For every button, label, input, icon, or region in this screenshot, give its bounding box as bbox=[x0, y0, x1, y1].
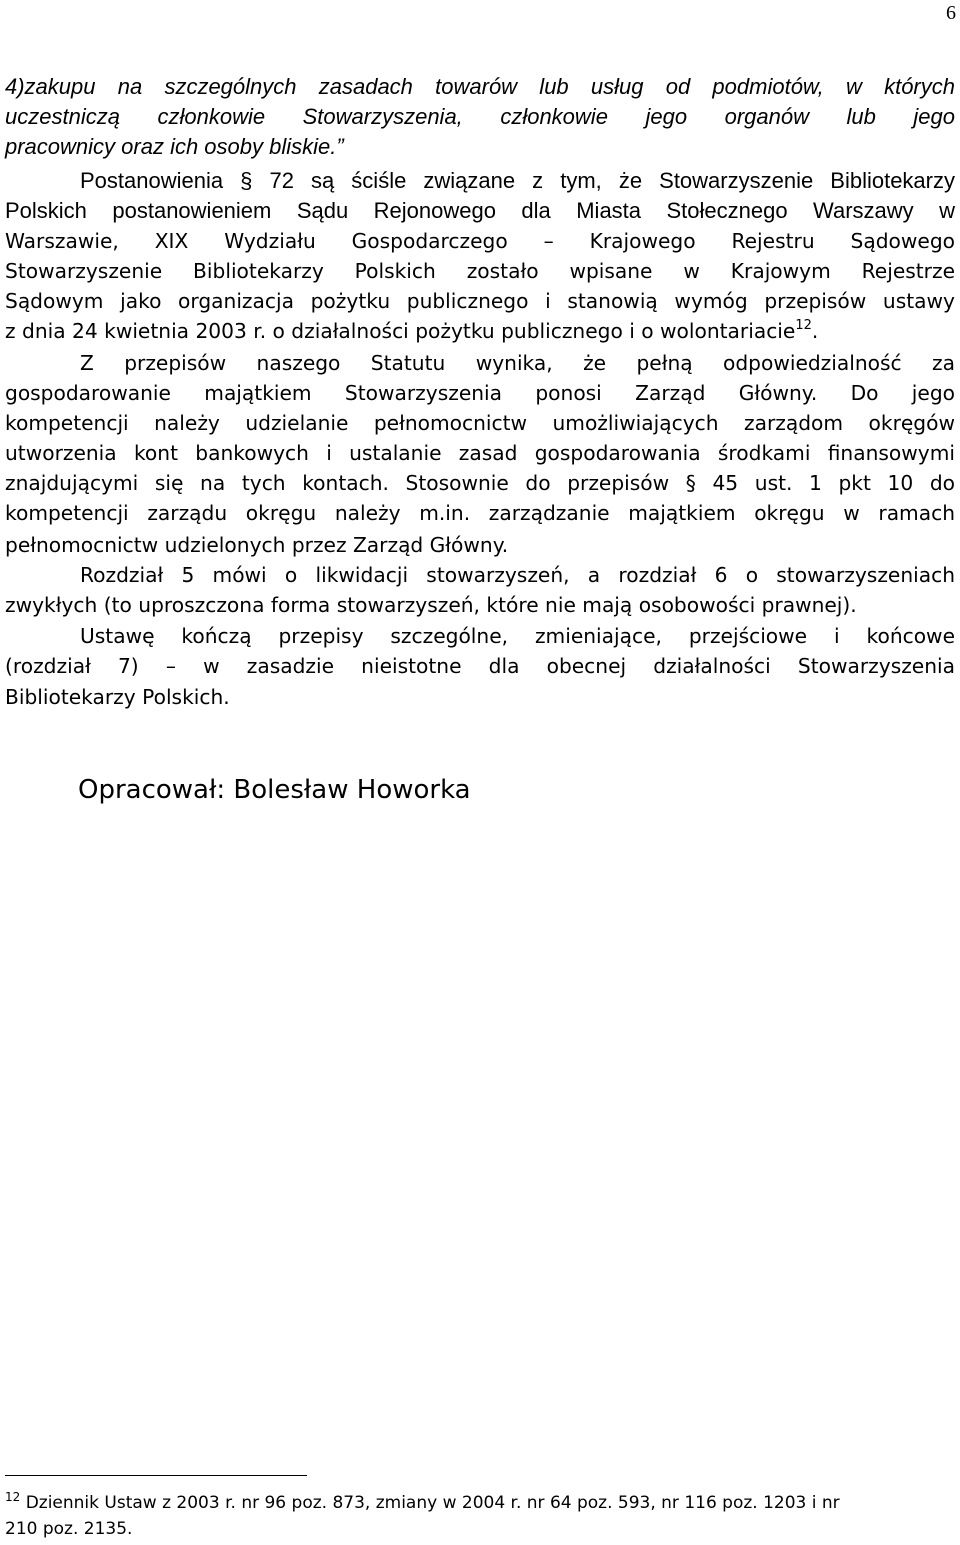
paragraph-4-line-3: Bibliotekarzy Polskich. bbox=[5, 685, 230, 709]
paragraph-1-line-6 bbox=[5, 316, 955, 346]
footnote-line-2: 210 poz. 2135. bbox=[5, 1519, 133, 1539]
footnote-reference: 12 bbox=[795, 318, 812, 333]
paragraph-2-line-1: Z przepisów naszego Statutu wynika, że pełną odpowiedzialność za bbox=[80, 351, 955, 375]
paragraph-4-line-2: (rozdział 7) – w zasadzie nieistotne dla obecnej działalności Stowarzyszenia bbox=[5, 654, 955, 678]
paragraph-3-line-1: Rozdział 5 mówi o likwidacji stowarzyszeń, a rozdział 6 o stowarzyszeniach bbox=[80, 563, 955, 587]
paragraph-2-line-2: gospodarowanie majątkiem Stowarzyszenia ponosi Zarząd Główny. Do jego bbox=[5, 381, 955, 405]
paragraph-3-line-2: zwykłych (to uproszczona forma stowarzyszeń, które nie mają osobowości prawnej). bbox=[5, 593, 857, 617]
paragraph-2-line-5: znajdującymi się na tych kontach. Stosownie do przepisów § 45 ust. 1 pkt 10 do bbox=[5, 471, 955, 495]
footnote-number: 12 bbox=[5, 1490, 21, 1504]
footnote-separator bbox=[5, 1475, 307, 1476]
footnote-text-1: Dziennik Ustaw z 2003 r. nr 96 poz. 873, zmiany w 2004 r. nr 64 poz. 593, nr 116 poz. 1203 i nr bbox=[25, 1493, 840, 1513]
page-number: 6 bbox=[946, 2, 956, 24]
paragraph-1-line-6-text: z dnia 24 kwietnia 2003 r. o działalności pożytku publicznego i o wolontariacie bbox=[5, 319, 796, 343]
paragraph-1-end: . bbox=[811, 319, 819, 343]
footnote-line-1 bbox=[5, 1491, 840, 1515]
paragraph-2-line-3: kompetencji należy udzielanie pełnomocnictw umożliwiających zarządom okręgów bbox=[5, 411, 955, 435]
paragraph-4-line-1: Ustawę kończą przepisy szczególne, zmieniające, przejściowe i końcowe bbox=[80, 624, 955, 648]
quote-line-2: uczestniczą członkowie Stowarzyszenia, członkowie jego organów lub jego bbox=[5, 104, 955, 129]
author-line: Opracował: Bolesław Howorka bbox=[78, 775, 471, 805]
paragraph-1-line-4: Stowarzyszenie Bibliotekarzy Polskich zostało wpisane w Krajowym Rejestrze bbox=[5, 259, 955, 283]
paragraph-2-line-7: pełnomocnictw udzielonych przez Zarząd Główny. bbox=[5, 533, 509, 557]
paragraph-2-line-6: kompetencji zarządu okręgu należy m.in. zarządzanie majątkiem okręgu w ramach bbox=[5, 501, 955, 525]
quote-line-1: 4)zakupu na szczególnych zasadach towarów lub usług od podmiotów, w których bbox=[5, 74, 955, 99]
quote-line-3: pracownicy oraz ich osoby bliskie.” bbox=[5, 134, 344, 159]
paragraph-2-line-4: utworzenia kont bankowych i ustalanie zasad gospodarowania środkami finansowymi bbox=[5, 441, 955, 465]
paragraph-1-line-2: Polskich postanowieniem Sądu Rejonowego dla Miasta Stołecznego Warszawy w bbox=[5, 198, 955, 223]
paragraph-1-line-5: Sądowym jako organizacja pożytku publicznego i stanowią wymóg przepisów ustawy bbox=[5, 289, 955, 313]
paragraph-1-line-1: Postanowienia § 72 są ściśle związane z tym, że Stowarzyszenie Bibliotekarzy bbox=[80, 168, 955, 193]
paragraph-1-line-3: Warszawie, XIX Wydziału Gospodarczego – Krajowego Rejestru Sądowego bbox=[5, 229, 955, 253]
